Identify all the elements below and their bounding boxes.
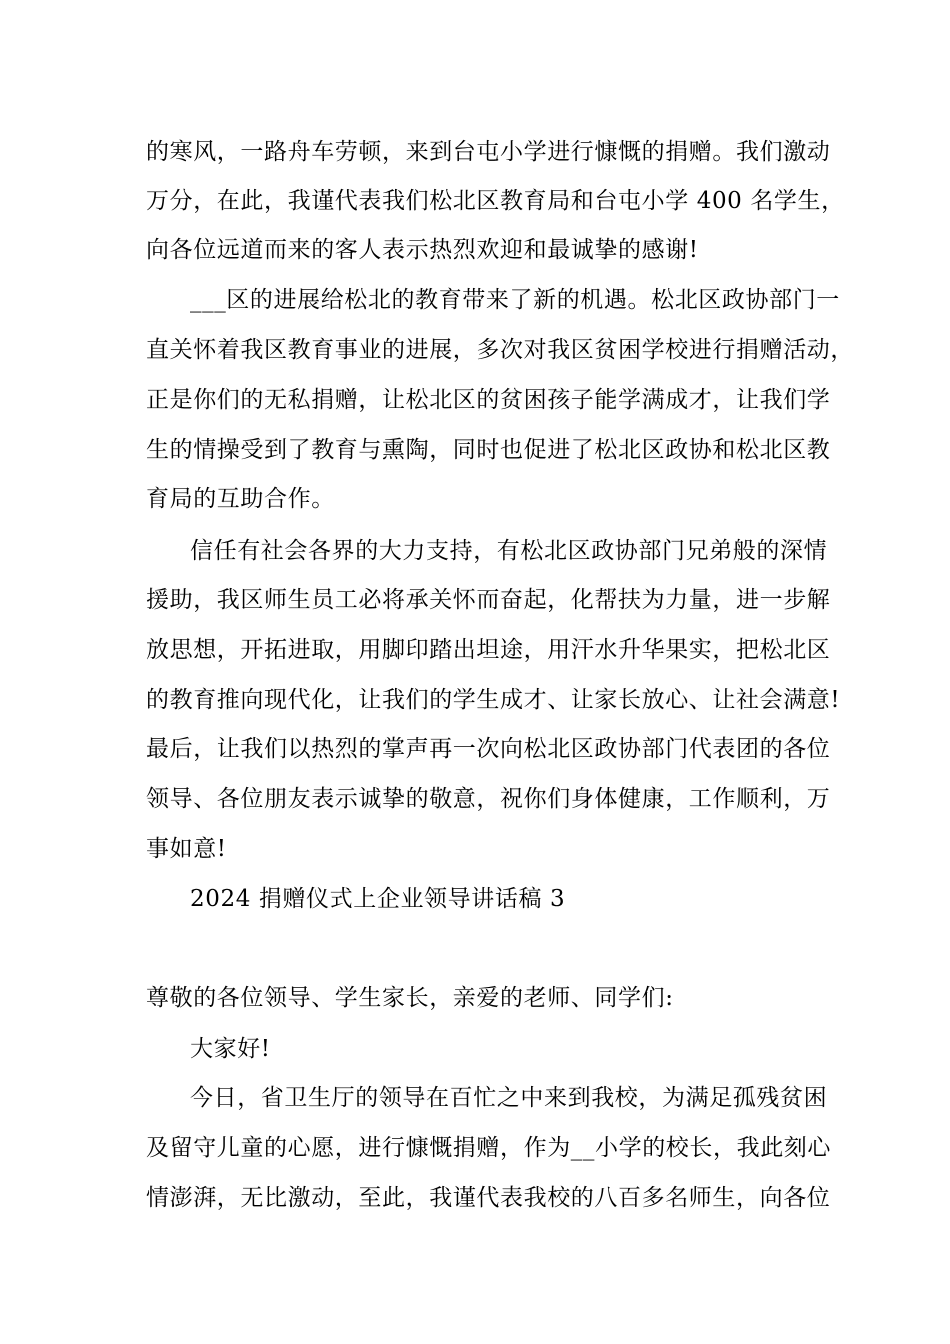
section-title: 2024 捐赠仪式上企业领导讲话稿 3 — [190, 886, 566, 912]
greeting: 大家好! — [190, 1036, 271, 1062]
text-line: 及留守儿童的心愿，进行慷慨捐赠，作为__小学的校长，我此刻心 — [146, 1135, 831, 1161]
text-line: 万分，在此，我谨代表我们松北区教育局和台屯小学 400 名学生， — [146, 188, 845, 214]
text-line: 领导、各位朋友表示诚挚的敬意，祝你们身体健康，工作顺利，万 — [146, 786, 831, 812]
text-line: 的寒风，一路舟车劳顿，来到台屯小学进行慷慨的捐赠。我们激动 — [146, 139, 831, 165]
salutation: 尊敬的各位领导、学生家长，亲爱的老师、同学们: — [146, 985, 674, 1011]
text-line: 的教育推向现代化，让我们的学生成才、让家长放心、让社会满意! — [146, 687, 841, 713]
text-line: ___区的进展给松北的教育带来了新的机遇。松北区政协部门一 — [190, 287, 840, 313]
text-line: 放思想，开拓进取，用脚印踏出坦途，用汗水升华果实，把松北区 — [146, 637, 831, 663]
text-line: 向各位远道而来的客人表示热烈欢迎和最诚挚的感谢! — [146, 237, 699, 263]
text-line: 情澎湃，无比激动，至此，我谨代表我校的八百多名师生，向各位 — [146, 1185, 831, 1211]
text-line: 直关怀着我区教育事业的进展，多次对我区贫困学校进行捐赠活动， — [146, 337, 854, 363]
text-line: 育局的互助合作。 — [146, 486, 335, 512]
text-line: 生的情操受到了教育与熏陶，同时也促进了松北区政协和松北区教 — [146, 437, 831, 463]
text-line: 正是你们的无私捐赠，让松北区的贫困孩子能学满成才，让我们学 — [146, 387, 831, 413]
text-line: 最后，让我们以热烈的掌声再一次向松北区政协部门代表团的各位 — [146, 736, 831, 762]
text-line: 信任有社会各界的大力支持，有松北区政协部门兄弟般的深情 — [190, 538, 828, 564]
text-line: 今日，省卫生厅的领导在百忙之中来到我校，为满足孤残贫困 — [190, 1085, 828, 1111]
text-line: 事如意! — [146, 836, 227, 862]
text-line: 援助，我区师生员工必将承关怀而奋起，化帮扶为力量，进一步解 — [146, 587, 831, 613]
